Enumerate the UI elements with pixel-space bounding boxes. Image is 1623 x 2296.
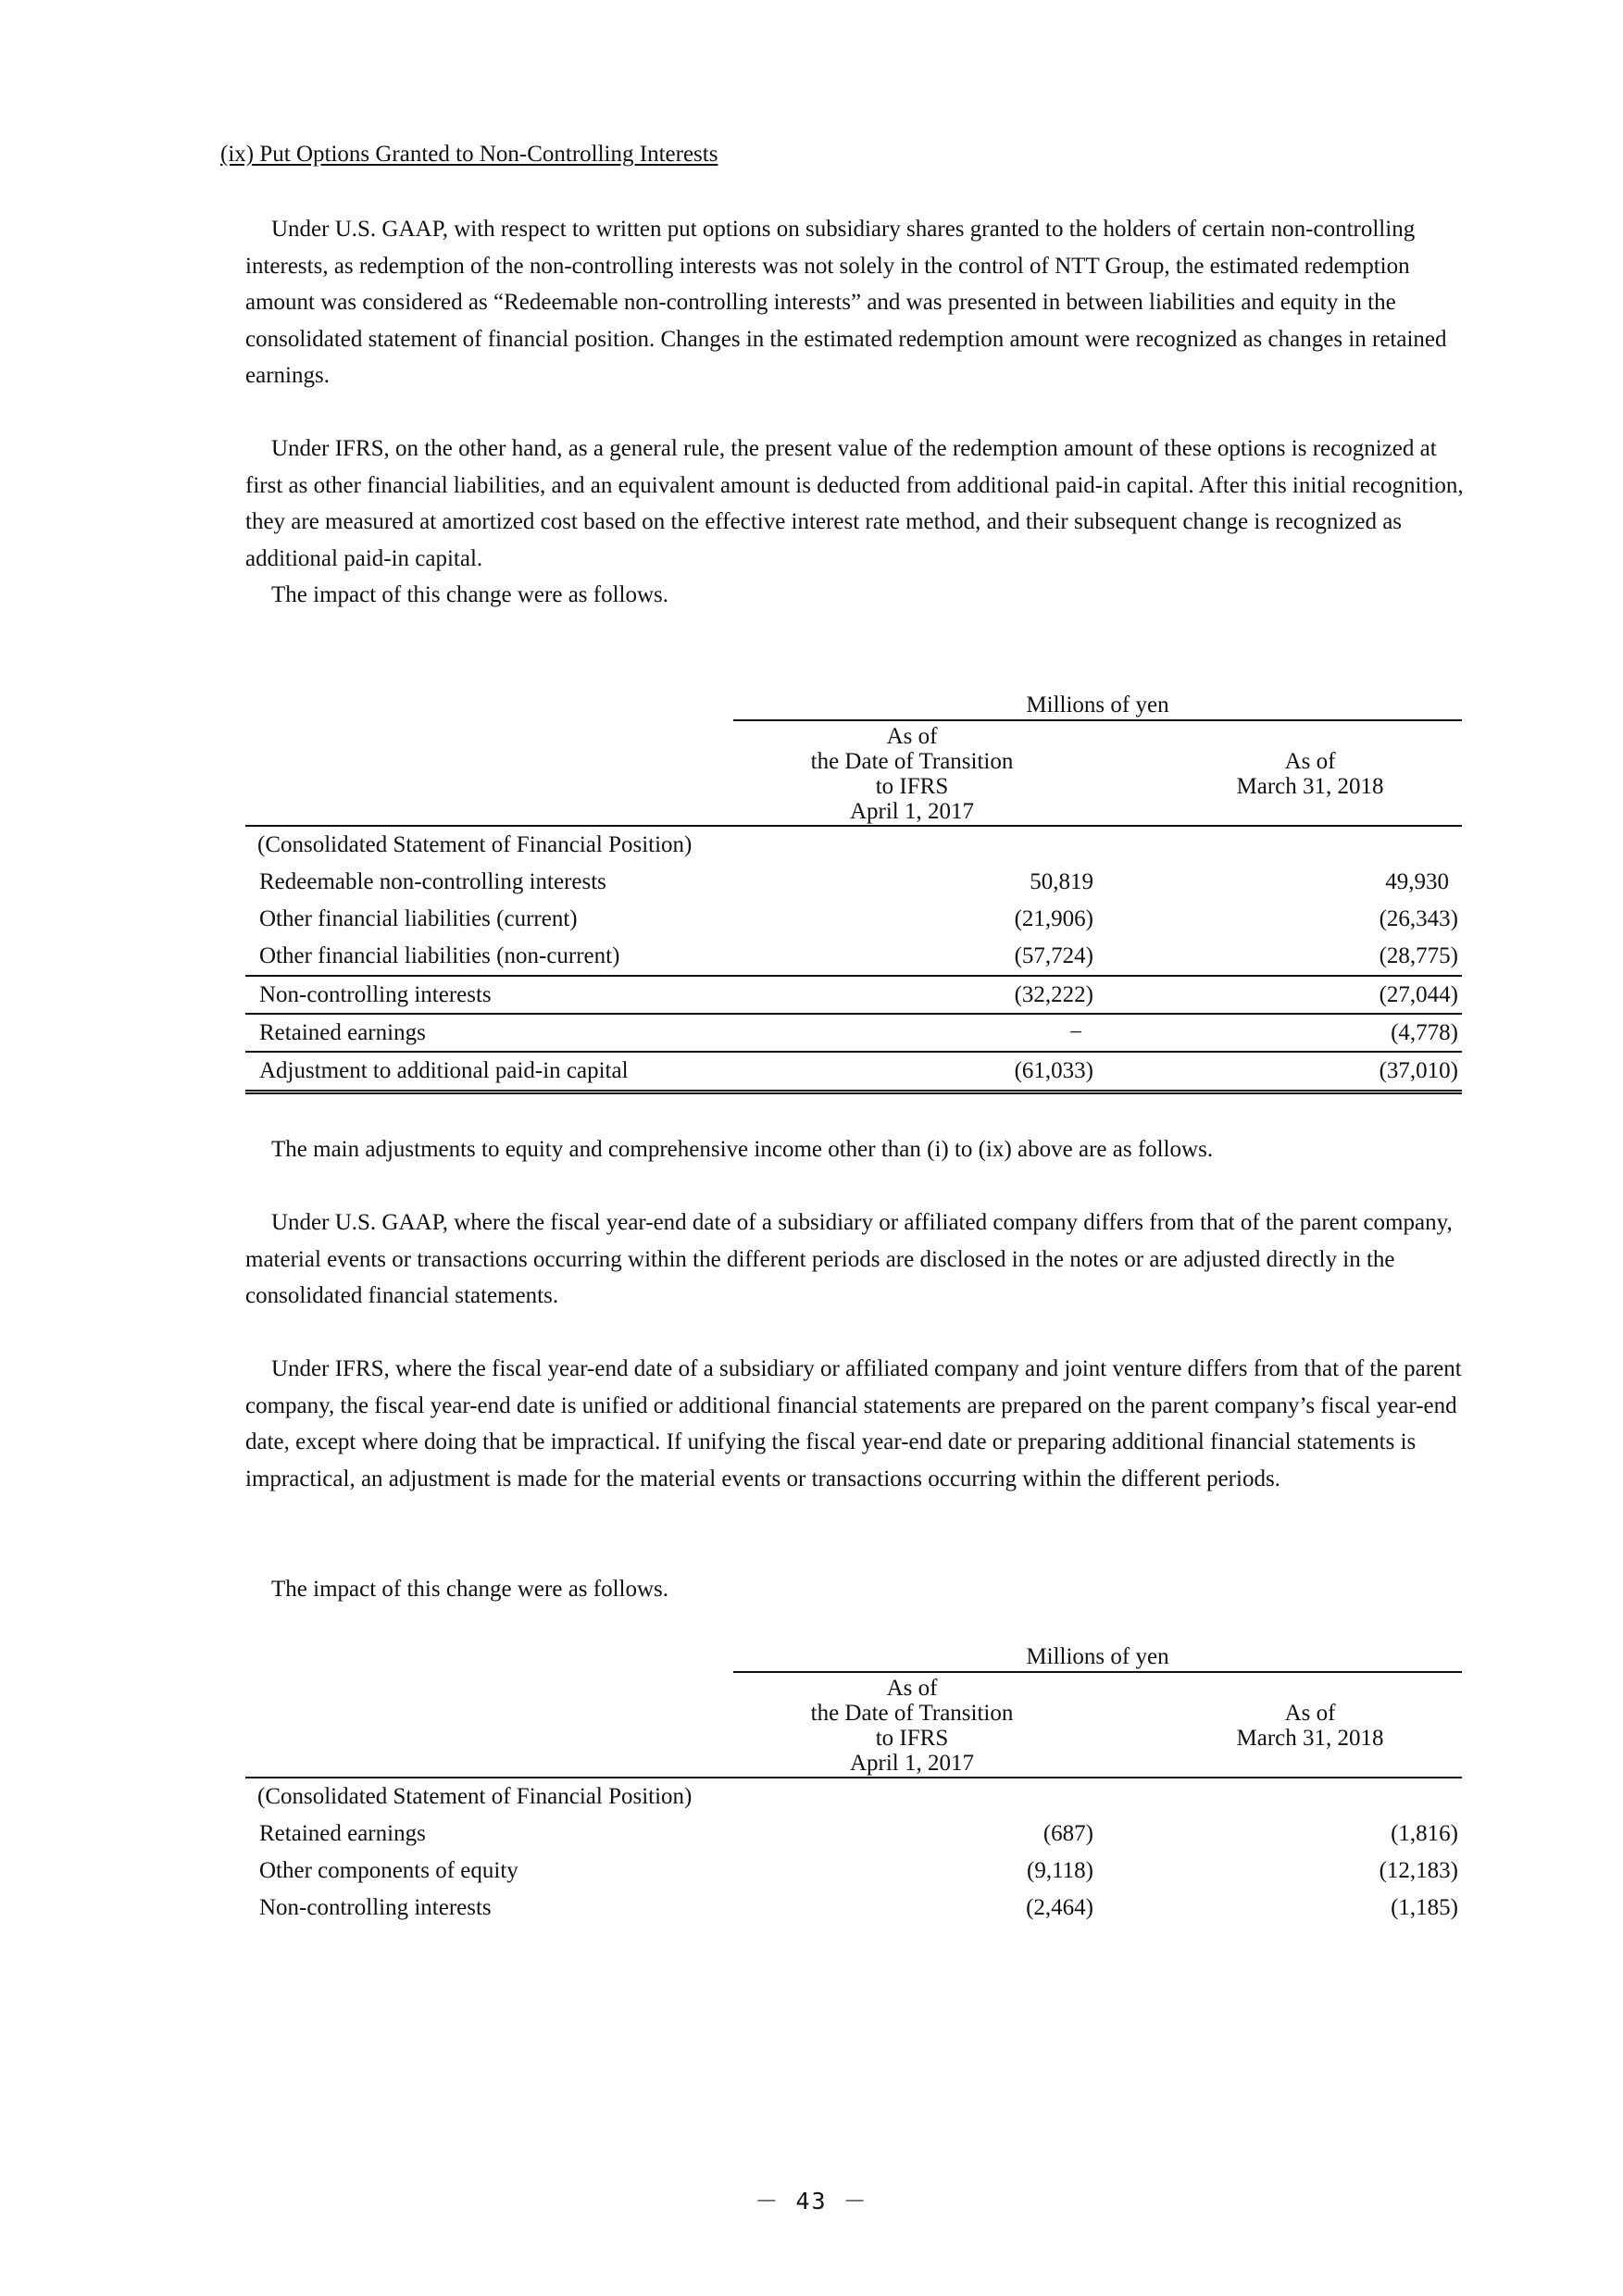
row-value-march-2018: (1,185) <box>1391 1895 1458 1920</box>
row-label: Adjustment to additional paid-in capital <box>259 1058 629 1083</box>
column-header-line: the Date of Transition <box>810 1701 1014 1726</box>
row-label: Other financial liabilities (non-current) <box>259 943 620 968</box>
row-value-march-2018: (28,775) <box>1379 943 1458 968</box>
table-unit-header: Millions of yen <box>733 1643 1462 1673</box>
column-header-line: As of <box>886 724 938 749</box>
row-value-march-2018: 49,930 <box>1385 869 1449 894</box>
column-header-march-2018 <box>1171 1701 1449 1751</box>
table-put-options-impact <box>245 692 1462 1117</box>
row-value-march-2018: (12,183) <box>1379 1858 1458 1883</box>
table-row <box>245 938 1462 975</box>
column-header-line: April 1, 2017 <box>849 799 975 824</box>
table-row <box>245 1816 1462 1853</box>
row-value-transition: − <box>1068 1020 1082 1045</box>
paragraph-impact-intro-2: The impact of this change were as follows. <box>271 1577 669 1602</box>
table-row <box>245 1853 1462 1890</box>
row-label: Redeemable non-controlling interests <box>259 869 606 894</box>
row-value-transition: (687) <box>1042 1821 1093 1846</box>
column-header-line: March 31, 2018 <box>1236 1726 1384 1751</box>
table-row <box>245 901 1462 938</box>
table-section-row <box>245 1778 1462 1816</box>
paragraph-main-adjustments: The main adjustments to equity and comprehensive income other than (i) to (ix) above are as follows. <box>271 1137 1214 1162</box>
column-header-line: the Date of Transition <box>810 749 1014 774</box>
row-value-transition: (9,118) <box>1027 1858 1093 1883</box>
column-header-transition-date <box>773 1676 1051 1776</box>
row-label: Other components of equity <box>259 1858 518 1883</box>
table-section-label: (Consolidated Statement of Financial Position) <box>257 832 693 857</box>
table-row <box>245 1890 1462 1927</box>
table-section-row <box>245 827 1462 864</box>
row-value-march-2018: (37,010) <box>1379 1058 1458 1083</box>
row-value-march-2018: (4,778) <box>1391 1020 1458 1045</box>
column-header-transition-date <box>773 724 1051 824</box>
column-header-line: As of <box>1284 749 1336 774</box>
row-value-march-2018: (1,816) <box>1391 1821 1458 1846</box>
paragraph-ifrs-fiscal-year: Under IFRS, where the fiscal year-end date of a subsidiary or affiliated company and joint venture differs from that of the parent company, the fiscal year-end date is unified or additional financial statements are prepared on the parent company’s fiscal year-end date, except where doing that be impractical. If unifying the fiscal year-end date or preparing additional financial statements is impractical, an adjustment is made for the material events or transactions occurring within the different periods. <box>245 1356 1462 1491</box>
table-row <box>245 1013 1462 1052</box>
row-label: Other financial liabilities (current) <box>259 906 578 931</box>
row-value-march-2018: (27,044) <box>1379 982 1458 1007</box>
row-value-transition: (61,033) <box>1014 1058 1093 1083</box>
column-header-march-2018 <box>1171 749 1449 799</box>
row-value-march-2018: (26,343) <box>1379 906 1458 931</box>
page-number: － 43 － <box>755 2188 868 2215</box>
table-row-total <box>245 1051 1462 1094</box>
row-label: Non-controlling interests <box>259 982 492 1007</box>
row-value-transition: 50,819 <box>1030 869 1093 894</box>
table-fiscal-year-impact <box>245 1643 1462 1940</box>
row-value-transition: (57,724) <box>1014 943 1093 968</box>
column-header-line: March 31, 2018 <box>1236 774 1384 799</box>
row-value-transition: (21,906) <box>1014 906 1093 931</box>
table-unit-header: Millions of yen <box>733 692 1462 721</box>
row-value-transition: (32,222) <box>1014 982 1093 1007</box>
row-label: Non-controlling interests <box>259 1895 492 1920</box>
row-label: Retained earnings <box>259 1821 426 1846</box>
paragraph-ifrs-put-options: Under IFRS, on the other hand, as a general rule, the present value of the redemption amount of these options is recognized at first as other financial liabilities, and an equivalent amount is deducted from additional paid-in capital. After this initial recognition, they are measured at amortized cost based on the effective interest rate method, and their subsequent change is recognized as additional paid-in capital. <box>245 436 1464 571</box>
section-heading: (ix) Put Options Granted to Non-Controlling Interests <box>220 142 718 167</box>
row-value-transition: (2,464) <box>1026 1895 1093 1920</box>
table-section-label: (Consolidated Statement of Financial Position) <box>257 1784 693 1809</box>
paragraph-us-gaap-fiscal-year: Under U.S. GAAP, where the fiscal year-end date of a subsidiary or affiliated company differs from that of the parent company, material events or transactions occurring within the different periods are disclosed in the notes or are adjusted directly in the consolidated financial statements. <box>245 1210 1453 1308</box>
paragraph-impact-intro-1: The impact of this change were as follows. <box>271 582 669 607</box>
table-row <box>245 975 1462 1014</box>
table-row <box>245 864 1462 901</box>
column-header-line: to IFRS <box>875 1726 949 1751</box>
row-label: Retained earnings <box>259 1020 426 1045</box>
paragraph-us-gaap-put-options: Under U.S. GAAP, with respect to written put options on subsidiary shares granted to the holders of certain non-controlling interests, as redemption of the non-controlling interests was not solely in the control of NTT Group, the estimated redemption amount was considered as “Redeemable non-controlling interests” and was presented in between liabilities and equity in the consolidated statement of financial position. Changes in the estimated redemption amount were recognized as changes in retained earnings. <box>245 217 1447 388</box>
column-header-line: As of <box>1284 1701 1336 1726</box>
column-header-line: to IFRS <box>875 774 949 799</box>
column-header-line: April 1, 2017 <box>849 1751 975 1776</box>
column-header-line: As of <box>886 1676 938 1701</box>
